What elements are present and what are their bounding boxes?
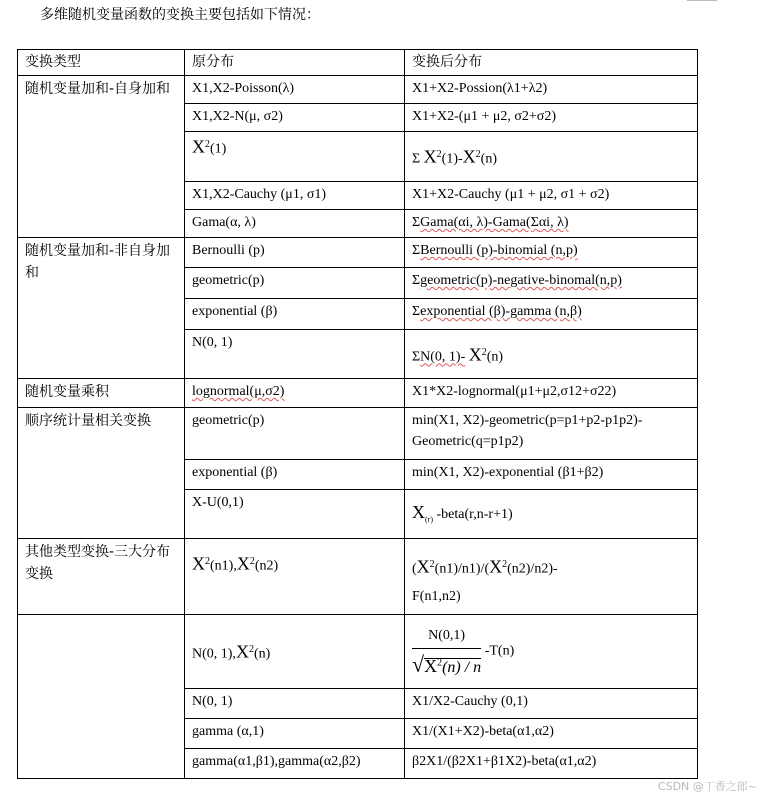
result-cell: X1+X2-(μ1 + μ2, σ2+σ2) xyxy=(405,104,698,132)
chi-symbol: X xyxy=(462,146,476,167)
superscript: 2 xyxy=(437,657,443,669)
orig-cell: N(0, 1) xyxy=(185,689,405,719)
orig-cell xyxy=(185,379,405,408)
header-type: 变换类型 xyxy=(18,50,185,76)
orig-cell: exponential (β) xyxy=(185,460,405,490)
result-text: (n1)/n1)/( xyxy=(434,561,490,577)
result-cell xyxy=(405,268,698,299)
orig-cell: gamma (α,1) xyxy=(185,719,405,749)
category-product: 随机变量乘积 xyxy=(18,379,185,408)
table-row xyxy=(18,539,698,615)
result-cell: X1+X2-Possion(λ1+λ2) xyxy=(405,76,698,104)
result-cell: β2X1/(β2X1+β1X2)-beta(α1,α2) xyxy=(405,749,698,779)
orig-cell xyxy=(185,132,405,182)
result-text: -T(n) xyxy=(484,643,515,659)
header-result: 变换后分布 xyxy=(405,50,698,76)
result-cell: X1*X2-lognormal(μ1+μ2,σ12+σ22) xyxy=(405,379,698,408)
orig-text: lognormal(μ,σ2) xyxy=(192,384,285,399)
result-cell: X1/(X1+X2)-beta(α1,α2) xyxy=(405,719,698,749)
orig-cell: exponential (β) xyxy=(185,299,405,330)
transform-table xyxy=(17,49,698,779)
chi-symbol: X xyxy=(192,136,205,157)
result-cell xyxy=(405,238,698,268)
radicand xyxy=(424,655,482,676)
sigma-symbol: Σ xyxy=(412,215,421,230)
orig-cell: X-U(0,1) xyxy=(185,490,405,539)
result-cell xyxy=(405,299,698,330)
subscript: (r) xyxy=(425,514,433,524)
denominator-text: (n) / n xyxy=(442,658,482,676)
chi-symbol: X xyxy=(424,655,438,676)
watermark: CSDN @丁香之郎~ xyxy=(657,780,757,793)
sigma-symbol: Σ xyxy=(412,273,421,288)
superscript: 2 xyxy=(436,149,442,160)
header-original: 原分布 xyxy=(185,50,405,76)
result-text: (1)- xyxy=(441,151,463,167)
superscript: 2 xyxy=(249,556,255,567)
orig-cell: geometric(p) xyxy=(185,408,405,460)
table-row xyxy=(18,76,698,104)
result-cell xyxy=(405,132,698,182)
result-cell xyxy=(405,539,698,615)
chi-symbol: X xyxy=(192,553,205,574)
table-row xyxy=(18,379,698,408)
orig-cell: N(0, 1) xyxy=(185,330,405,379)
orig-cell xyxy=(185,615,405,689)
result-text: geometric(p)-negative-binomal(n,p) xyxy=(420,273,622,288)
result-text: ( xyxy=(412,561,417,577)
sigma-symbol: Σ xyxy=(412,304,421,319)
sigma-symbol: Σ xyxy=(412,349,421,365)
orig-text: N(0, 1), xyxy=(192,646,236,662)
chi-symbol: X xyxy=(235,641,249,662)
fraction-denominator xyxy=(412,649,481,677)
orig-cell: geometric(p) xyxy=(185,268,405,299)
intro-text: 多维随机变量函数的变换主要包括如下情况： xyxy=(40,7,320,23)
result-text: Gama(αi, λ)-Gama( xyxy=(420,215,531,230)
orig-cell: X1,X2-Cauchy (μ1, σ1) xyxy=(185,182,405,210)
category-three-distributions: 其他类型变换-三大分布变换 xyxy=(18,539,185,615)
superscript: 2 xyxy=(475,149,481,160)
chi-symbol: X xyxy=(423,146,437,167)
result-text: (n) xyxy=(480,151,497,167)
result-cell: min(X1, X2)-exponential (β1+β2) xyxy=(405,460,698,490)
orig-text: (1) xyxy=(210,141,227,157)
superscript: 2 xyxy=(205,139,210,150)
result-cell: X1/X2-Cauchy (0,1) xyxy=(405,689,698,719)
category-non-self-sum: 随机变量加和-非自身加和 xyxy=(18,238,185,379)
orig-text: (n2) xyxy=(254,558,279,574)
result-cell xyxy=(405,490,698,539)
result-text: F(n1,n2) xyxy=(412,588,461,604)
category-empty xyxy=(18,615,185,779)
chi-symbol: X xyxy=(236,553,250,574)
result-cell xyxy=(405,330,698,379)
table-row xyxy=(18,238,698,268)
orig-text: (n) xyxy=(253,646,271,662)
result-cell: min(X1, X2)-geometric(p=p1+p2-p1p2)-Geometric(q=p1p2) xyxy=(405,408,698,460)
orig-cell xyxy=(185,539,405,615)
result-text: Bernoulli (p)-binomial (n,p) xyxy=(420,243,578,258)
t-distribution-fraction xyxy=(412,625,481,677)
orig-cell: Gama(α, λ) xyxy=(185,210,405,238)
orig-cell: Bernoulli (p) xyxy=(185,238,405,268)
result-text: exponential (β)-gamma (n,β) xyxy=(420,304,582,319)
result-text: (n) xyxy=(486,349,504,365)
top-divider-line xyxy=(687,0,717,1)
result-text: N(0, 1)- xyxy=(420,349,466,365)
category-self-sum: 随机变量加和-自身加和 xyxy=(18,76,185,238)
orig-cell: X1,X2-Poisson(λ) xyxy=(185,76,405,104)
chi-symbol: X xyxy=(416,556,430,577)
chi-symbol: X xyxy=(489,556,503,577)
superscript: 2 xyxy=(205,556,210,567)
category-order-statistics: 顺序统计量相关变换 xyxy=(18,408,185,539)
superscript: 2 xyxy=(248,643,254,655)
sigma-symbol: Σ xyxy=(412,151,421,167)
fraction-numerator: N(0,1) xyxy=(412,625,481,649)
table-row xyxy=(18,615,698,689)
result-cell xyxy=(405,615,698,689)
orig-cell: X1,X2-N(μ, σ2) xyxy=(185,104,405,132)
result-cell: X1+X2-Cauchy (μ1 + μ2, σ1 + σ2) xyxy=(405,182,698,210)
table-row xyxy=(18,408,698,460)
superscript: 2 xyxy=(429,559,435,570)
orig-cell: gamma(α1,β1),gamma(α2,β2) xyxy=(185,749,405,779)
result-text: αi, λ) xyxy=(538,215,569,230)
orig-text: (n1), xyxy=(210,558,237,574)
superscript: 2 xyxy=(502,559,508,570)
sqrt-symbol: √ xyxy=(412,651,425,677)
result-text: -beta(r,n-r+1) xyxy=(436,507,513,522)
result-text: (n2)/n2)- xyxy=(507,561,558,577)
x-symbol: X xyxy=(412,502,425,522)
superscript: 2 xyxy=(481,347,487,358)
sigma-symbol: Σ xyxy=(412,243,421,258)
chi-symbol: X xyxy=(468,344,482,365)
sigma-symbol: Σ xyxy=(530,215,539,230)
result-cell xyxy=(405,210,698,238)
table-header-row xyxy=(18,50,698,76)
